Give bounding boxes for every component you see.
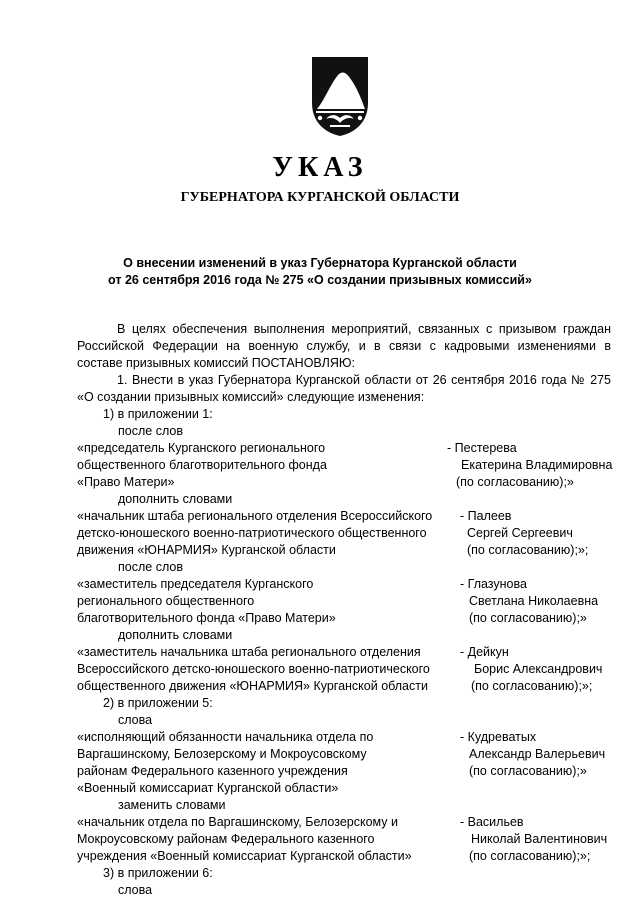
entry-position-line: районам Федерального казенного учреждения (77, 764, 348, 778)
entry-person-line: - Глазунова (460, 577, 527, 591)
instruction-label: заменить словами (118, 798, 226, 812)
entry-position-line: регионального общественного (77, 594, 255, 608)
instruction-label: после слов (118, 560, 183, 574)
entry-person-line: - Дейкун (460, 645, 509, 659)
entry-position-line: детско-юношеского военно-патриотического общественного (77, 526, 427, 540)
entry-position-line: учреждения «Военный комиссариат Курганской области» (77, 849, 412, 863)
instruction-label: дополнить словами (118, 492, 233, 506)
entry-position-line: Варгашинскому, Белозерскому и Мокроусовскому (77, 747, 367, 761)
decree-title-line: от 26 сентября 2016 года № 275 «О создании призывных комиссий» (108, 273, 532, 287)
instruction-label: слова (118, 883, 153, 897)
subitem-label: 3) в приложении 6: (103, 866, 213, 880)
entry-person-line: - Васильев (460, 815, 524, 829)
entry-person-line: (по согласованию);» (469, 611, 587, 625)
entry-person-line: - Кудреватых (460, 730, 537, 744)
subitem-label: 2) в приложении 5: (103, 696, 213, 710)
intro-line: составе призывных комиссий ПОСТАНОВЛЯЮ: (77, 356, 355, 370)
entry-position-line: «заместитель начальника штаба регионального отделения (77, 645, 421, 659)
subitem-label: 1) в приложении 1: (103, 407, 213, 421)
decree-title-line: О внесении изменений в указ Губернатора Курганской области (123, 256, 517, 270)
entry-person-line: Александр Валерьевич (469, 747, 606, 761)
entry-position-line: «начальник штаба регионального отделения Всероссийского (77, 509, 433, 523)
entry-person-line: (по согласованию);»; (471, 679, 593, 693)
entry-position-line: «исполняющий обязанности начальника отдела по (77, 730, 374, 744)
instruction-label: после слов (118, 424, 183, 438)
entry-position-line: «Военный комиссариат Курганской области» (77, 781, 339, 795)
issuer-heading: ГУБЕРНАТОРА КУРГАНСКОЙ ОБЛАСТИ (180, 190, 460, 205)
entry-person-line: Екатерина Владимировна (461, 458, 613, 472)
entry-position-line: благотворительного фонда «Право Матери» (77, 611, 336, 625)
entry-position-line: «Право Матери» (77, 475, 175, 489)
entry-person-line: (по согласованию);»; (469, 849, 591, 863)
entry-position-line: Мокроусовскому районам Федерального казенного (77, 832, 375, 846)
intro-line: Российской Федерации на военную службу, и в связи с кадровыми изменениями в (77, 339, 611, 353)
entry-position-line: «начальник отдела по Варгашинскому, Белозерскому и (77, 815, 398, 829)
coat-of-arms-emblem (308, 55, 372, 137)
entry-person-line: - Палеев (460, 509, 512, 523)
entry-person-line: - Пестерева (447, 441, 517, 455)
entry-position-line: общественного движения «ЮНАРМИЯ» Курганской области (77, 679, 428, 693)
intro-line: В целях обеспечения выполнения мероприятий, связанных с призывом граждан (117, 322, 611, 336)
entry-person-line: Сергей Сергеевич (467, 526, 573, 540)
entry-position-line: общественного благотворительного фонда (77, 458, 327, 472)
entry-position-line: «заместитель председателя Курганского (77, 577, 314, 591)
instruction-label: дополнить словами (118, 628, 233, 642)
entry-position-line: движения «ЮНАРМИЯ» Курганской области (77, 543, 336, 557)
entry-person-line: (по согласованию);» (456, 475, 574, 489)
instruction-label: слова (118, 713, 153, 727)
entry-position-line: Всероссийского детско-юношеского военно-патриотического (77, 662, 430, 676)
entry-person-line: Борис Александрович (474, 662, 603, 676)
entry-person-line: Николай Валентинович (471, 832, 608, 846)
entry-person-line: (по согласованию);» (469, 764, 587, 778)
entry-person-line: (по согласованию);»; (467, 543, 589, 557)
item-line: «О создании призывных комиссий» следующие изменения: (77, 390, 425, 404)
entry-person-line: Светлана Николаевна (469, 594, 599, 608)
entry-position-line: «председатель Курганского регионального (77, 441, 326, 455)
document-type-heading: УКАЗ (272, 152, 368, 183)
item-line: 1. Внести в указ Губернатора Курганской области от 26 сентября 2016 года № 275 (117, 373, 611, 387)
